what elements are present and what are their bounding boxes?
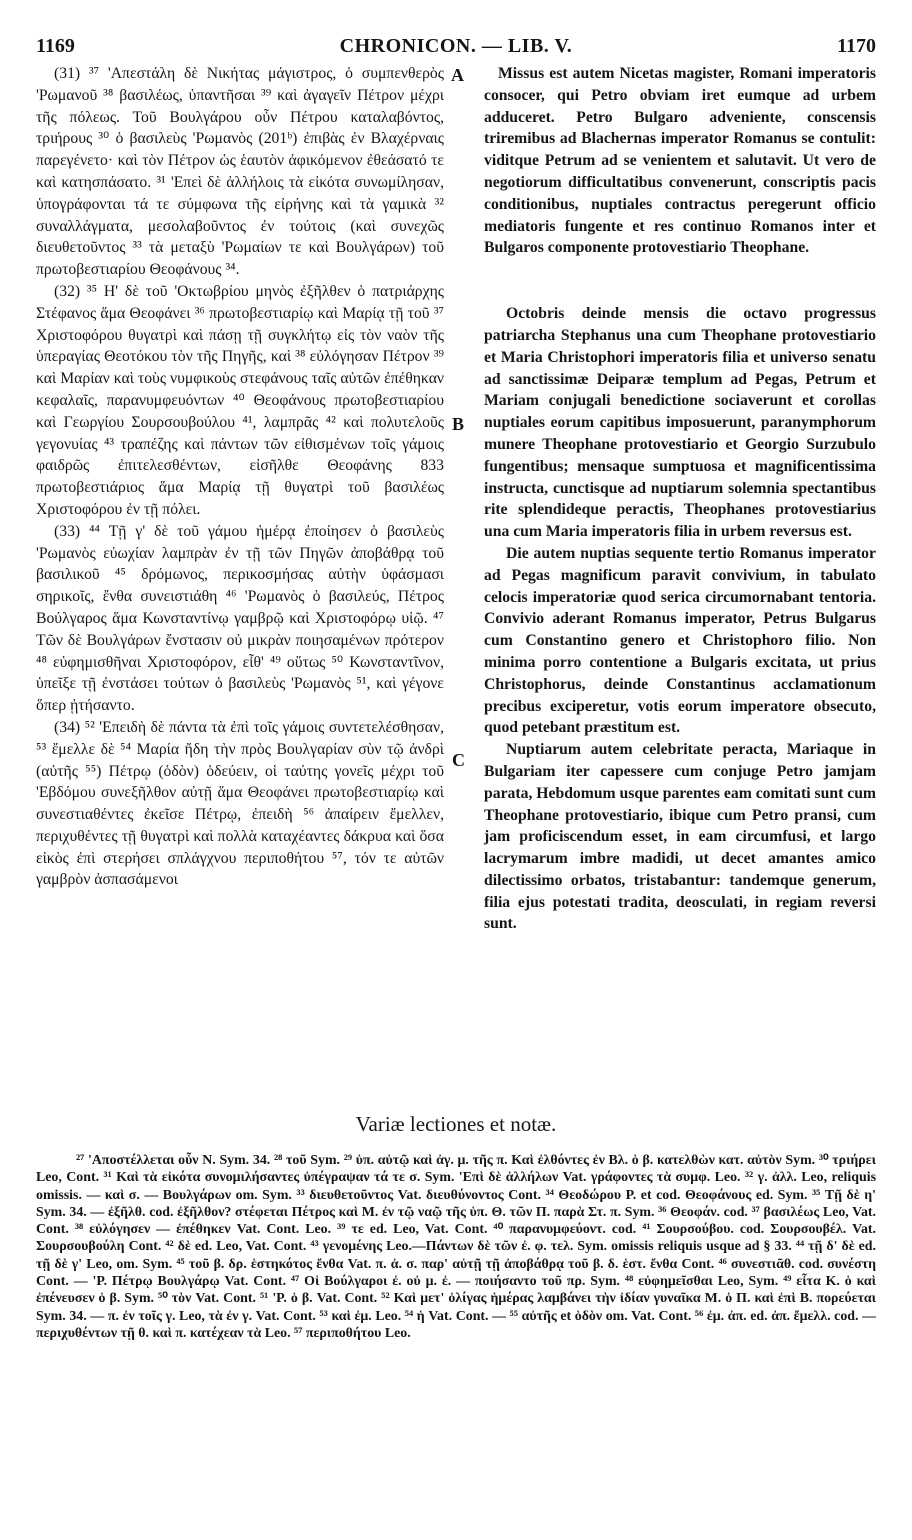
greek-text-column [36,63,444,891]
greek-paragraph-33: (33) ⁴⁴ Τῇ γ' δὲ τοῦ γάμου ἡμέρᾳ ἐποίησεν ὁ βασιλεὺς 'Ρωμανὸς εὐωχίαν λαμπρὰν ἐν τῇ τῶν Πηγῶν ἀποβάθρᾳ τοῦ βασιλικοῦ ⁴⁵ δρόμωνος, περικοσμήσας αὐτὴν ὑφάσμασι σηρικοῖς, ἔνθα συνειστιάθη ⁴⁶ 'Ρωμανὸς ὁ βασιλεύς, Πέτρος Βούλγαρος ἅμα Κωνσταντίνῳ γαμβρῷ καὶ Χριστοφόρῳ υἱῷ. ⁴⁷ Τῶν δὲ Βουλγάρων ἔνστασιν οὐ μικρὰν ποιησαμένων πρότερον ⁴⁸ εὐφημισθῆναι Χριστοφόρον, εἶθ' ⁴⁹ οὕτως ⁵⁰ Κωνσταντῖνον, ὑπεῖξε τῇ ἐνστάσει τούτων ὁ βασιλεὺς 'Ρωμανὸς ⁵¹, καὶ γέγονε ὅπερ ᾐτήσαντο. [36,522,444,715]
latin-paragraph-3: Die autem nuptias sequente tertio Romanus imperator ad Pegas magnificum paravit convivium, in tabulato celocis imperatoriæ quod serica circumornabant tentoria. Convivio aderant Romanus imperator, Petrus Bulgarus cum Constantino genero et Christophoro filio. Non minima porro contentione a Bulgaris excitata, ut prius Christophorus, deinde Constantinus acclamationum precibus exciperetur, votis eorum imperatore obsecuto, quod petebant præstitum est. [484,544,876,737]
margin-letter-c: C [452,750,465,770]
margin-letter-b: B [452,414,465,434]
left-column-number: 1169 [36,35,75,57]
greek-paragraph-34: (34) ⁵² 'Επειδὴ δὲ πάντα τὰ ἐπὶ τοῖς γάμοις συντετελέσθησαν, ⁵³ ἔμελλε δὲ ⁵⁴ Μαρία ἤδη τὴν πρὸς Βουλγαρίαν σὺν τῷ ἀνδρὶ (αὐτῆς ⁵⁵) Πέτρῳ (ὁδὸν) ὁδεύειν, οἱ ταύτης γονεῖς μέχρι τοῦ 'Εβδόμου συνεξῆλθον αὐτῇ ἅμα Θεοφάνει πρωτοβεστιαρίῳ καὶ συνεστιαθέντες ἐκεῖσε Πέτρῳ, ἐπειδὴ ⁵⁶ ἀπαίρειν ἔμελλεν, περιχυθέντες τῇ θυγατρὶ καὶ πολλὰ καταχέαντες δάκρυα καὶ ὅσα εἰκὸς ἐπὶ στερήσει σπλάγχνου περιποθήτου ⁵⁷, τόν τε αὐτῶν γαμβρὸν ἀσπασάμενοι [36,718,444,889]
page-header [36,35,876,61]
latin-translation-column [484,63,876,935]
running-title: CHRONICON. — LIB. V. [339,35,573,57]
critical-apparatus [36,1152,876,1342]
latin-paragraph-1: Missus est autem Nicetas magister, Romani imperatoris consocer, qui Petro obviam iret eumque ad urbem adduceret. Petro Bulgaro adveniente, conscensis triremibus ad Blachernas imperator Romanus se contulit: viditque Petrum ad se venientem et salutavit. Ut vero de negotiorum difficultatibus convenerunt, conscriptis pacis conditionibus, nuptiales contractus peregerunt officio mediatoris fungente et res continuo Romanos inter et Bulgaros componente protovestiario Theophane. [484,65,876,257]
notes-text: ²⁷ 'Αποστέλλεται οὖν N. Sym. 34. ²⁸ τοῦ Sym. ²⁹ ὑπ. αὐτῷ καὶ ἀγ. μ. τῆς π. Καὶ ἐλθόντες ἐν Βλ. ὁ β. κατελθὼν κατ. αὐτὸν Sym. ³⁰ τριήρει Leo, Cont. ³¹ Καὶ τὰ εἰκότα συνομιλήσαντες ὑπέγραψαν τά τε σ. Sym. 'Επὶ δὲ ἀλλήλων Vat. γράφοντες τὰ συμφ. Leo. ³² γ. ἀλλ. Leo, reliquis omissis. — καὶ σ. — Βουλγάρων om. Sym. ³³ διευθετοῦντος Vat. διευθύνοντος Cont. ³⁴ Θεοδώρου P. et cod. Θεοφάνους ed. Sym. ³⁵ Τῇ δὲ η' Sym. 34. — ἐξῆλθ. cod. ἐξῆλθον? στέφεται Πέτρος καὶ Μ. ἐν τῷ ναῷ τῆς ὑπ. Θ. τῶν Π. παρὰ Στ. π. Sym. ³⁶ Θεοφάν. cod. ³⁷ βασιλέως Leo, Vat. Cont. ³⁸ εὐλόγησεν — ἐπέθηκεν Vat. Cont. Leo. ³⁹ τε ed. Leo, Vat. Cont. ⁴⁰ παρανυμφεύοντ. cod. ⁴¹ Σουρσούβου. cod. Σουρσουβέλ. Vat. Σουρσουβούλη Cont. ⁴² δὲ ed. Leo, Vat. Cont. ⁴³ γενομένης Leo.—Πάντων δὲ τῶν ἐ. φ. τελ. Sym. omissis reliquis usque ad § 33. ⁴⁴ τῇ δ' δὲ ed. τῇ δὲ γ' Leo, om. Sym. ⁴⁵ τοῦ β. δρ. ἑστηκότος ἔνθα Vat. π. ἀ. σ. παρ' αὐτῇ τῇ ἀποβάθρᾳ τοῦ β. δ. ἑστ. ἔνθα Cont. ⁴⁶ συνεστιᾶθ. cod. συνέστη Cont. — 'Ρ. Πέτρῳ Βουλγάρῳ Vat. Cont. ⁴⁷ Οἱ Βούλγαροι ἐ. οὐ μ. ἐ. — ποιήσαντο τοῦ πρ. Sym. ⁴⁸ εὐφημεῖσθαι Leo, Sym. ⁴⁹ εἶτα K. ὁ καὶ ἐπένευσεν ὁ β. Sym. ⁵⁰ τὸν Vat. Cont. ⁵¹ 'Ρ. ὁ β. Vat. Cont. ⁵² Καὶ μετ' ὀλίγας ἡμέρας λαμβάνει τὴν ἰδίαν γυναῖκα M. ὁ Π. καὶ ἐπὶ B. πορεύεται Sym. 34. — π. ἐν τοῖς γ. Leo, τὰ ἐν γ. Vat. Cont. ⁵³ καὶ ἐμ. Leo. ⁵⁴ ἡ Vat. Cont. — ⁵⁵ αὐτῆς et ὁδὸν om. Vat. Cont. ⁵⁶ ἐμ. ἀπ. ed. ἀπ. ἔμελλ. cod. — περιχυθέντων τῇ θ. καὶ π. κατέχεαν τὰ Leo. ⁵⁷ περιποθήτου Leo. [36,1153,876,1341]
notes-heading: Variæ lectiones et notæ. [355,1112,557,1136]
right-column-number: 1170 [837,35,876,57]
latin-paragraph-4: Nuptiarum autem celebritate peracta, Mariaque in Bulgariam iter capessere cum conjuge Petro jamjam parata, Hebdomum usque parentes eam comitati sunt cum Theophane protovestiario, ibique cum Petro pransi, cum jam proficiscendum esset, in eam circumfusi, et largo lacrymarum imbre madidi, ut decet amantes amico dilectissimo orbatos, tristabantur: tandemque generum, filia ejus potestati tradita, deosculati, in regiam reversi sunt. [484,741,876,933]
margin-letter-a: A [451,65,464,85]
greek-paragraph-32: (32) ³⁵ Η' δὲ τοῦ 'Οκτωβρίου μηνὸς ἐξῆλθεν ὁ πατριάρχης Στέφανος ἅμα Θεοφάνει ³⁶ πρωτοβεστιαρίῳ καὶ Μαρίᾳ τῇ τοῦ ³⁷ Χριστοφόρου θυγατρὶ καὶ πάσῃ τῇ συγκλήτῳ εἰς τὸν ναὸν τῆς ὑπεραγίας Θεοτόκου τὸν τῆς Πηγῆς, καὶ ³⁸ εὐλόγησαν Πέτρον ³⁹ καὶ Μαρίαν καὶ τοὺς νυμφικοὺς στεφάνους ταῖς αὐτῶν ἐπέθηκαν κεφαλαῖς, παρανυμφευόντων ⁴⁰ Θεοφάνους πρωτοβεστιαρίου καὶ Γεωργίου Σουρσουβούλου ⁴¹, λαμπρᾶς ⁴² καὶ πολυτελοῦς γεγονυίας ⁴³ τραπέζης καὶ πάντων τῶν εἰθισμένων τοῖς γάμοις φαιδρῶς ἐπιτελεσθέντων, εἰσῆλθε Θεοφάνης 833 πρωτοβεστιάριος ἅμα Μαρίᾳ τῇ θυγατρὶ τοῦ βασιλέως Χριστοφόρου ἐν τῇ πόλει. [36,282,444,518]
latin-paragraph-2: Octobris deinde mensis die octavo progressus patriarcha Stephanus una cum Theophane protovestiario et Maria Christophori imperatoris filia et universo senatu ad sanctissimæ Deiparæ templum ad Pegas, Petrum et Mariam conjugali benedictione sociaverunt et corollas nuptiales eorum capitibus imposuerunt, paranymphorum munere Theophane protovestiario et Georgio Surzubulo fungentibus; mensaque sumptuosa et magnificentissima instructa, cunctisque ad nuptiarum solemnia spectantibus rite splendideque peractis, Theophanes protovestiarius una cum Maria imperatoris filia in urbem reversus est. [484,305,876,541]
greek-paragraph-31: (31) ³⁷ 'Απεστάλη δὲ Νικήτας μάγιστρος, ὁ συμπενθερὸς 'Ρωμανοῦ ³⁸ βασιλέως, ὑπαντῆσαι ³⁹ καὶ ἀγαγεῖν Πέτρον μέχρι τῆς πόλεως. Τοῦ Βουλγάρου οὖν Πέτρου καταλαβόντος, τριήρους ³⁰ ὁ βασιλεὺς 'Ρωμανὸς (201ᵇ) ἐπιβὰς ἐν Βλαχέρναις παρεγένετο· καὶ τὸν Πέτρον ὡς ἑαυτὸν ἀφικόμενον ἐθεάσατό τε καὶ κατησπάσατο. ³¹ 'Επεὶ δὲ ἀλλήλοις τὰ εἰκότα συνωμίλησαν, ὑπογράφονται τά τε σύμφωνα τῆς εἰρήνης καὶ τὰ γαμικὰ ³² συναλλάγματα, μεσολαβοῦντος ἐν τούτοις (καὶ συνεχῶς διευθετοῦντος ³³ τὰ μεταξὺ 'Ρωμαίων τε καὶ Βουλγάρων) τοῦ πρωτοβεστιαρίου Θεοφάνους ³⁴. [36,65,444,279]
